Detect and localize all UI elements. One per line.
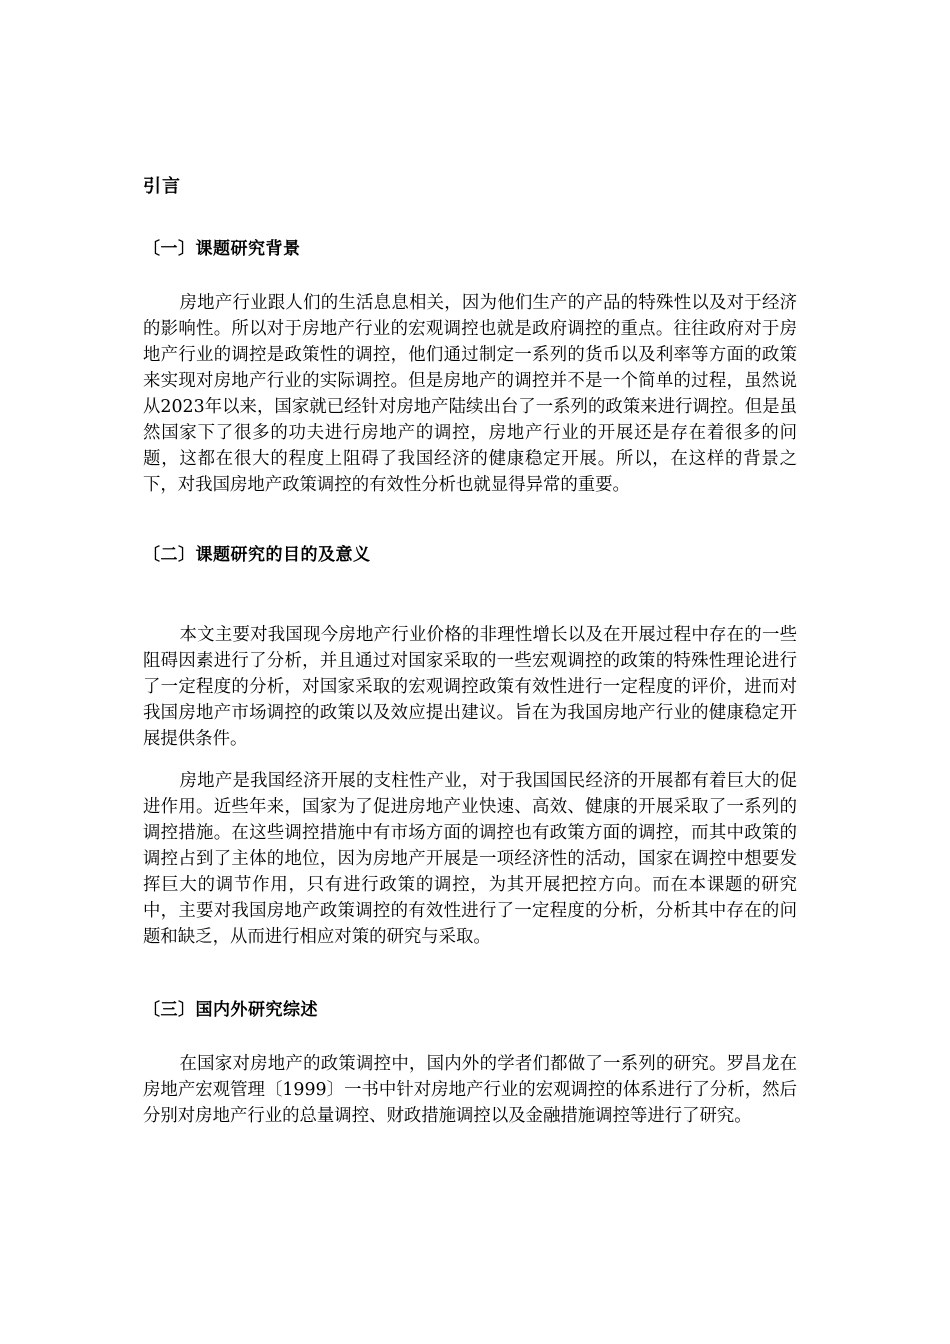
paragraph-literature-review: 在国家对房地产的政策调控中，国内外的学者们都做了一系列的研究。罗昌龙在房地产宏观管理〔1999〕一书中针对房地产行业的宏观调控的体系进行了分析，然后分别对房地产行业的总量调控、财政措施调控以及金融措施调控等进行了研究。 xyxy=(143,1054,797,1126)
section-heading-purpose: 〔二〕课题研究的目的及意义 xyxy=(143,545,371,565)
section-heading-literature-review: 〔三〕国内外研究综述 xyxy=(143,1000,318,1020)
paragraph-background: 房地产行业跟人们的生活息息相关，因为他们生产的产品的特殊性以及对于经济的影响性。所以对于房地产行业的宏观调控也就是政府调控的重点。往往政府对于房地产行业的调控是政策性的调控，他们通过制定一系列的货币以及利率等方面的政策来实现对房地产行业的实际调控。但是房地产的调控并不是一个简单的过程，虽然说从2023年以来，国家就已经针对房地产陆续出台了一系列的政策来进行调控。但是虽然国家下了很多的功夫进行房地产的调控，房地产行业的开展还是存在着很多的问题，这都在很大的程度上阻碍了我国经济的健康稳定开展。所以，在这样的背景之下，对我国房地产政策调控的有效性分析也就显得异常的重要。 xyxy=(143,293,797,495)
page-title: 引言 xyxy=(143,176,181,197)
paragraph-purpose-2: 房地产是我国经济开展的支柱性产业，对于我国国民经济的开展都有着巨大的促进作用。近些年来，国家为了促进房地产业快速、高效、健康的开展采取了一系列的调控措施。在这些调控措施中有市场方面的调控也有政策方面的调控，而其中政策的调控占到了主体的地位，因为房地产开展是一项经济性的活动，国家在调控中想要发挥巨大的调节作用，只有进行政策的调控，为其开展把控方向。而在本课题的研究中，主要对我国房地产政策调控的有效性进行了一定程度的分析，分析其中存在的问题和缺乏，从而进行相应对策的研究与采取。 xyxy=(143,771,797,947)
paragraph-purpose-1: 本文主要对我国现今房地产行业价格的非理性增长以及在开展过程中存在的一些阻碍因素进行了分析，并且通过对国家采取的一些宏观调控的政策的特殊性理论进行了一定程度的分析，对国家采取的宏观调控政策有效性进行一定程度的评价，进而对我国房地产市场调控的政策以及效应提出建议。旨在为我国房地产行业的健康稳定开展提供条件。 xyxy=(143,625,797,749)
section-heading-background: 〔一〕课题研究背景 xyxy=(143,239,301,259)
